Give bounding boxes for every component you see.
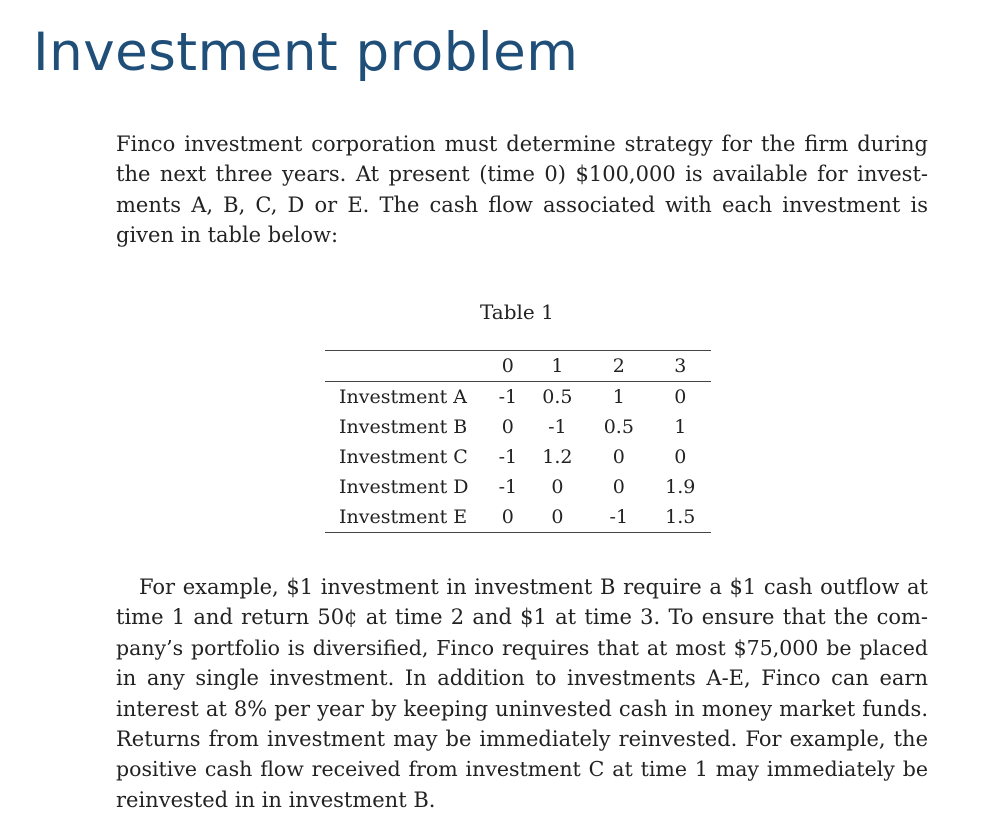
table-row: [325, 472, 711, 502]
table-cell: 1.9: [665, 476, 696, 498]
table-cell: 1: [674, 416, 687, 438]
table-cell: -1: [498, 386, 518, 408]
header-cell: [325, 351, 489, 382]
row-label: Investment B: [339, 416, 468, 438]
row-label: Investment D: [339, 476, 469, 498]
row-label: Investment C: [339, 446, 468, 468]
table-cell: 0: [674, 386, 687, 408]
intro-line: the next three years. At present (time 0) $100,000 is available for invest-: [116, 162, 928, 187]
header-cell: 1: [551, 355, 564, 377]
table-cell: -1: [609, 506, 629, 528]
example-paragraph: [116, 572, 928, 815]
intro-line: given in table below:: [116, 223, 339, 248]
table-cell: 0: [612, 446, 625, 468]
header-cell: 3: [674, 355, 687, 377]
table-header-row: [325, 351, 711, 382]
intro-line: ments A, B, C, D or E. The cash flow associated with each investment is: [116, 192, 928, 217]
example-line: time 1 and return 50¢ at time 2 and $1 at time 3. To ensure that the com-: [116, 605, 928, 630]
intro-line: Finco investment corporation must determine strategy for the firm during: [116, 132, 928, 156]
table-cell: 0: [674, 446, 687, 468]
table-row: [325, 442, 711, 472]
table-cell: 0: [501, 506, 514, 528]
example-line: For example, $1 investment in investment B require a $1 cash outflow at: [116, 575, 928, 599]
table-cell: 1.2: [542, 446, 573, 468]
table-cell: 1: [612, 386, 625, 408]
table-row: [325, 412, 711, 442]
table-cell: 0: [551, 506, 564, 528]
table-cell: 0: [501, 416, 514, 438]
header-cell: 0: [501, 355, 514, 377]
example-line: in any single investment. In addition to investments A-E, Finco can earn: [116, 666, 928, 691]
intro-paragraph: [116, 129, 928, 251]
table-cell: -1: [548, 416, 567, 438]
example-line: reinvested in in investment B.: [116, 787, 436, 812]
example-line: positive cash flow received from investment C at time 1 may immediately be: [116, 757, 928, 782]
table-row: [325, 382, 711, 413]
example-line: interest at 8% per year by keeping uninvested cash in money market funds.: [116, 696, 928, 721]
table-cell: 1.5: [665, 506, 696, 528]
table-cell: 0.5: [542, 386, 573, 408]
header-cell: 2: [612, 355, 625, 377]
example-line: Returns from investment may be immediately reinvested. For example, the: [116, 727, 928, 752]
row-label: Investment E: [339, 506, 468, 528]
table-cell: -1: [498, 476, 518, 498]
table-cell: 0: [551, 476, 564, 498]
table-row: [325, 502, 711, 533]
cashflow-table: [325, 350, 711, 533]
table-cell: 0: [612, 476, 625, 498]
row-label: Investment A: [339, 386, 467, 408]
example-line: pany’s portfolio is diversified, Finco requires that at most $75,000 be placed: [116, 635, 928, 660]
slide-title: Investment problem: [33, 22, 579, 83]
table-caption: Table 1: [480, 300, 554, 324]
table-cell: -1: [498, 446, 518, 468]
table-cell: 0.5: [603, 416, 634, 438]
